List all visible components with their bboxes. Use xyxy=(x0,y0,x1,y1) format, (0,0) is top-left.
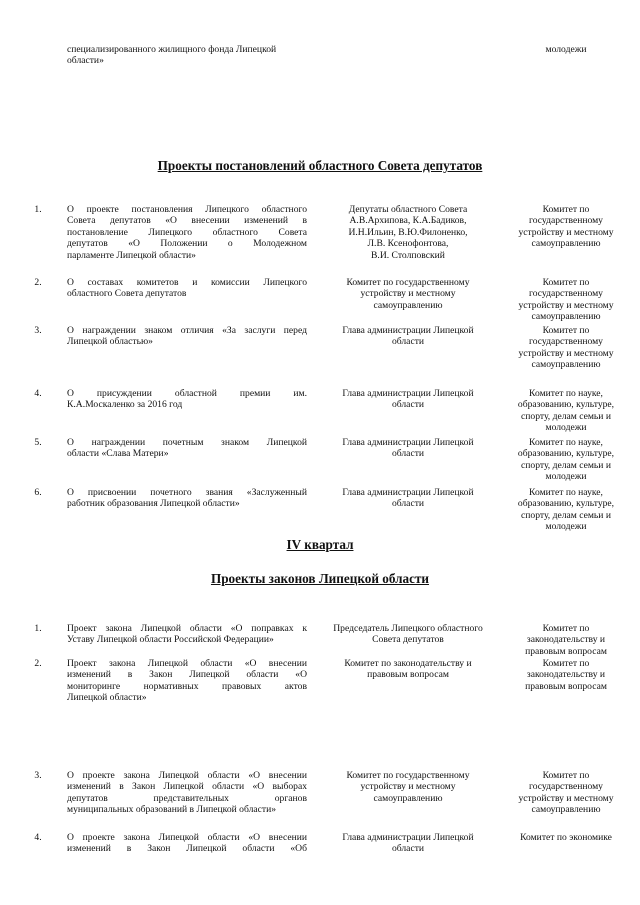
text-line: О присвоении почетного звания «Заслуженный xyxy=(67,487,307,498)
section-heading-resolutions: Проекты постановлений областного Совета депутатов xyxy=(157,158,483,173)
text-line: И.Н.Ильин, В.Ю.Филоненко, xyxy=(348,226,468,238)
text-line: законодательству и xyxy=(526,634,606,646)
row-number: 5. xyxy=(34,437,42,448)
row-responsible xyxy=(502,832,630,843)
text-line: Комитет по xyxy=(542,658,590,669)
text-line: спорту, делам семьи и xyxy=(521,509,611,521)
row-author xyxy=(318,277,498,311)
text-line: Комитет по науке, xyxy=(529,487,603,498)
text-line: Совета депутатов xyxy=(372,634,444,646)
row-author xyxy=(318,325,498,348)
row-responsible xyxy=(502,204,630,250)
text-line: устройству и местному xyxy=(518,347,614,359)
text-line: изменений в Закон Липецкой области «О xyxy=(67,669,307,681)
row-subject xyxy=(67,770,307,816)
row-author xyxy=(318,437,498,460)
row-responsible xyxy=(502,658,630,692)
row-responsible xyxy=(502,487,630,533)
text-line: О награждении знаком отличия «За заслуги перед xyxy=(67,325,307,336)
text-line: Глава администрации Липецкой xyxy=(342,388,474,399)
row-responsible xyxy=(502,388,630,434)
text-line: А.В.Архипова, К.А.Бадиков, xyxy=(349,215,467,227)
row-subject xyxy=(67,832,307,855)
text-line: Глава администрации Липецкой xyxy=(342,487,474,498)
text-line: области xyxy=(391,843,425,855)
text-line: Л.В. Ксенофонтова, xyxy=(367,238,449,250)
carryover-responsible xyxy=(502,44,630,55)
text-line: работник образования Липецкой области» xyxy=(67,498,240,510)
text-line: образованию, культуре, xyxy=(517,448,615,460)
row-responsible xyxy=(502,325,630,371)
text-line: Комитет по науке, xyxy=(529,437,603,448)
row-author xyxy=(318,388,498,411)
text-line: законодательству и xyxy=(526,669,606,681)
text-line: самоуправлению xyxy=(531,238,601,250)
row-author xyxy=(318,623,498,646)
row-number: 1. xyxy=(34,204,42,215)
text-line: самоуправлению xyxy=(373,299,443,311)
text-line: Комитет по экономике xyxy=(520,832,612,843)
section-heading-laws: Проекты законов Липецкой области xyxy=(210,571,430,586)
text-line: муниципальных образований в Липецкой области» xyxy=(67,804,277,816)
text-line: Комитет по xyxy=(542,204,590,215)
text-line: Комитет по государственному xyxy=(346,277,470,288)
text-line: молодежи xyxy=(545,422,587,434)
text-line: депутатов «О Положении о Молодежном xyxy=(67,238,307,250)
text-line: области xyxy=(391,498,425,510)
row-number: 3. xyxy=(34,770,42,781)
text-line: устройству и местному xyxy=(360,288,456,300)
row-responsible xyxy=(502,277,630,323)
text-line: О составах комитетов и комиссии Липецкого xyxy=(67,277,307,288)
text-line: области «Слава Матери» xyxy=(67,448,169,460)
row-author xyxy=(318,770,498,804)
row-subject xyxy=(67,204,307,261)
row-subject xyxy=(67,388,307,411)
text-line: государственному xyxy=(529,288,603,300)
quarter-heading: IV квартал xyxy=(286,537,354,552)
text-line: Председатель Липецкого областного xyxy=(333,623,483,634)
text-line: Комитет по законодательству и xyxy=(344,658,472,669)
text-line: устройству и местному xyxy=(518,792,614,804)
row-subject xyxy=(67,623,307,646)
row-number: 3. xyxy=(34,325,42,336)
row-subject xyxy=(67,277,307,300)
row-subject xyxy=(67,325,307,348)
text-line: Липецкой областью» xyxy=(67,336,153,348)
text-line: области xyxy=(391,336,425,348)
text-line: Комитет по xyxy=(542,770,590,781)
text-line: спорту, делам семьи и xyxy=(521,459,611,471)
text-line: правовым вопросам xyxy=(525,680,607,692)
text-line: области xyxy=(391,448,425,460)
text-line: Липецкой области» xyxy=(67,692,147,704)
text-line: правовым вопросам xyxy=(525,645,607,657)
row-number: 6. xyxy=(34,487,42,498)
text-line: области xyxy=(391,399,425,411)
text-line: Проект закона Липецкой области «О поправках к xyxy=(67,623,307,634)
text-line: Комитет по науке, xyxy=(529,388,603,399)
text-line: самоуправлению xyxy=(373,792,443,804)
text-line: молодежи xyxy=(545,471,587,483)
text-line: депутатов представительных органов xyxy=(67,792,307,804)
row-author xyxy=(318,204,498,261)
text-line: государственному xyxy=(529,215,603,227)
text-line: государственному xyxy=(529,781,603,793)
text-line: устройству и местному xyxy=(360,781,456,793)
text-line: Комитет по xyxy=(542,277,590,288)
row-number: 2. xyxy=(34,277,42,288)
text-line: О проекте постановления Липецкого областного xyxy=(67,204,307,215)
row-author xyxy=(318,658,498,681)
text-line: образованию, культуре, xyxy=(517,399,615,411)
text-line: молодежи xyxy=(545,521,587,533)
text-line: областного Совета депутатов xyxy=(67,288,187,300)
row-number: 4. xyxy=(34,388,42,399)
text-line: устройству и местному xyxy=(518,299,614,311)
text-line: К.А.Москаленко за 2016 год xyxy=(67,399,183,411)
row-number: 2. xyxy=(34,658,42,669)
carryover-subject xyxy=(67,44,307,67)
row-responsible xyxy=(502,770,630,816)
text-line: образованию, культуре, xyxy=(517,498,615,510)
text-line: самоуправлению xyxy=(531,804,601,816)
text-line: области» xyxy=(67,55,104,67)
text-line: О награждении почетным знаком Липецкой xyxy=(67,437,307,448)
text-line: Проект закона Липецкой области «О внесении xyxy=(67,658,307,669)
row-subject xyxy=(67,658,307,704)
row-subject xyxy=(67,437,307,460)
text-line: спорту, делам семьи и xyxy=(521,410,611,422)
row-number: 1. xyxy=(34,623,42,634)
text-line: молодежи xyxy=(545,44,587,55)
text-line: Депутаты областного Совета xyxy=(348,204,468,215)
text-line: правовым вопросам xyxy=(367,669,449,681)
row-subject xyxy=(67,487,307,510)
text-line: парламенте Липецкой области» xyxy=(67,249,196,261)
text-line: Комитет по государственному xyxy=(346,770,470,781)
row-author xyxy=(318,487,498,510)
row-responsible xyxy=(502,623,630,657)
text-line: Глава администрации Липецкой xyxy=(342,832,474,843)
text-line: Комитет по xyxy=(542,325,590,336)
text-line: О проекте закона Липецкой области «О внесении xyxy=(67,832,307,843)
text-line: Уставу Липецкой области Российской Федерации» xyxy=(67,634,274,646)
text-line: мониторинге нормативных правовых актов xyxy=(67,680,307,692)
row-number: 4. xyxy=(34,832,42,843)
text-line: самоуправлению xyxy=(531,311,601,323)
row-responsible xyxy=(502,437,630,483)
text-line: изменений в Закон Липецкой области «О выборах xyxy=(67,781,307,793)
text-line: Глава администрации Липецкой xyxy=(342,437,474,448)
text-line: В.И. Столповский xyxy=(371,249,445,261)
text-line: Совета депутатов «О внесении изменений в xyxy=(67,215,307,227)
text-line: изменений в Закон Липецкой области «Об xyxy=(67,843,307,855)
text-line: Комитет по xyxy=(542,623,590,634)
text-line: устройству и местному xyxy=(518,226,614,238)
text-line: самоуправлению xyxy=(531,359,601,371)
text-line: Глава администрации Липецкой xyxy=(342,325,474,336)
text-line: О присуждении областной премии им. xyxy=(67,388,307,399)
text-line: специализированного жилищного фонда Липецкой xyxy=(67,44,277,55)
text-line: О проекте закона Липецкой области «О внесении xyxy=(67,770,307,781)
text-line: постановление Липецкого областного Совета xyxy=(67,226,307,238)
row-author xyxy=(318,832,498,855)
text-line: государственному xyxy=(529,336,603,348)
